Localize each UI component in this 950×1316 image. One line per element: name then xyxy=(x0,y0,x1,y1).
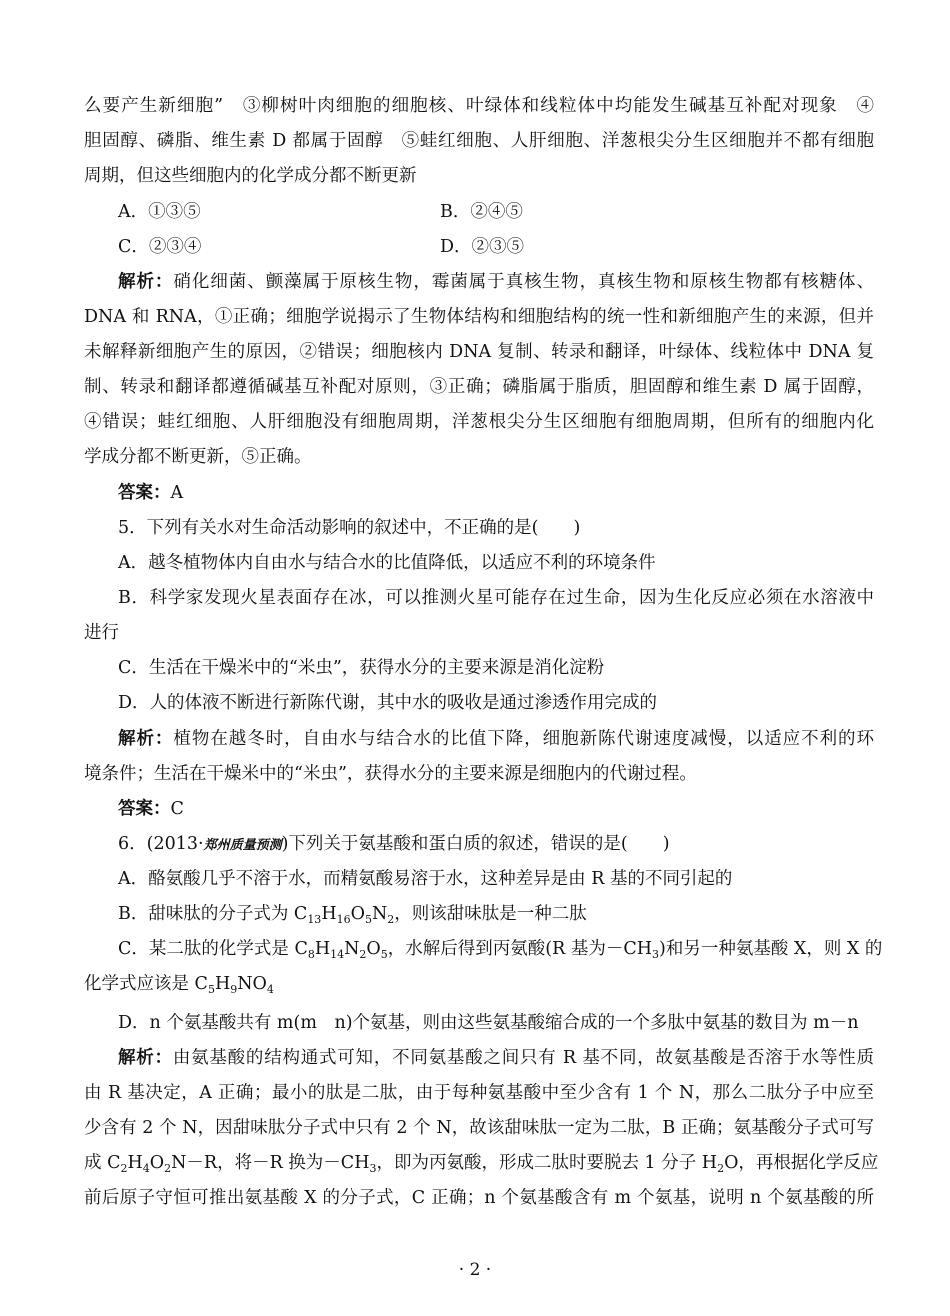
option-d: D．②③⑤ xyxy=(440,237,525,257)
text-line: 成 $C_2H_4O_2N-R$，将－R 换为$-CH_3$，即为丙氨酸，形成二肽时要脱去 1 分子 $H_2O$，再根据化学反应 xyxy=(84,1153,879,1175)
answer-line xyxy=(118,482,908,504)
option-a: A．①③⑤ xyxy=(118,202,201,222)
question-5: 5．下列有关水对生命活动影响的叙述中，不正确的是( ) xyxy=(118,518,581,538)
text-line: 境条件；生活在干燥米中的“米虫”，获得水分的主要来源是细胞内的代谢过程。 xyxy=(84,764,697,784)
text-line: 制、转录和翻译都遵循碱基互补配对原则，③正确；磷脂属于脂质，胆固醇和维生素 D 属于固醇， xyxy=(84,377,874,397)
answer-line xyxy=(118,798,908,820)
option-text: C．某二肽的化学式是 C xyxy=(118,939,308,959)
text-line: DNA 和 RNA，①正确；细胞学说揭示了生物体结构和细胞结构的统一性和新细胞产生的来源，但并 xyxy=(84,307,874,327)
explanation-text: 由氨基酸的结构通式可知，不同氨基酸之间只有 R 基不同，故氨基酸是否溶于水等性质 xyxy=(172,1048,874,1068)
explanation-text: 硝化细菌、颤藻属于原核生物，霉菌属于真核生物，真核生物和原核生物都有核糖体、 xyxy=(173,272,875,292)
text-line: 化学式应该是 $C_5H_9NO_4$ xyxy=(84,974,274,996)
explanation-label: 解析： xyxy=(118,272,174,292)
option-c: C．生活在干燥米中的“米虫”，获得水分的主要来源是消化淀粉 xyxy=(118,658,605,678)
option-b: B．科学家发现火星表面存在冰，可以推测火星可能存在过生命，因为生化反应必须在水溶液中 xyxy=(118,588,874,608)
option-b: B．甜味肽的分子式为 $C_{13}H_{16}O_5N_2$，则该甜味肽是一种二肽 xyxy=(118,904,587,926)
page-number: · 2 · xyxy=(458,1260,492,1280)
text-segment: 成 C xyxy=(84,1153,121,1173)
explanation-text: 植物在越冬时，自由水与结合水的比值下降，细胞新陈代谢速度减慢，以适应不利的环 xyxy=(173,729,875,749)
option-text: 化学式应该是 C xyxy=(84,974,208,994)
option-a: A．酪氨酸几乎不溶于水，而精氨酸易溶于水，这种差异是由 R 基的不同引起的 xyxy=(118,869,733,889)
text-line: 周期，但这些细胞内的化学成分都不断更新 xyxy=(84,166,417,186)
answer-value: A xyxy=(170,483,184,503)
option-a: A．越冬植物体内自由水与结合水的比值降低，以适应不利的环境条件 xyxy=(118,553,656,573)
option-c: C．②③④ xyxy=(118,237,202,257)
text-line: 胆固醇、磷脂、维生素 D 都属于固醇 ⑤蛙红细胞、人肝细胞、洋葱根尖分生区细胞并不都有细胞 xyxy=(84,131,874,151)
option-b: B．②④⑤ xyxy=(440,202,523,222)
answer-label: 答案： xyxy=(118,799,171,819)
explanation-label: 解析： xyxy=(118,729,174,749)
text-segment: ，即为丙氨酸，形成二肽时要脱去 1 分子 H xyxy=(376,1153,718,1173)
question-text: )下列关于氨基酸和蛋白质的叙述，错误的是( ) xyxy=(281,834,670,854)
text-line: 前后原子守恒可推出氨基酸 X 的分子式，C 正确；n 个氨基酸含有 m 个氨基，说明 n 个氨基酸的所 xyxy=(84,1188,874,1208)
option-text: B．甜味肽的分子式为 C xyxy=(118,904,308,924)
text-line: 进行 xyxy=(84,623,119,643)
option-d: D．n 个氨基酸共有 m(m n)个氨基，则由这些氨基酸缩合成的一个多肽中氨基的数目为 m－n xyxy=(118,1013,859,1033)
option-text: ，水解后得到丙氨酸(R 基为－CH xyxy=(387,939,652,959)
option-c: C．某二肽的化学式是 $C_8H_{14}N_2O_5$，水解后得到丙氨酸(R 基为$-CH_3$)和另一种氨基酸 X，则 X 的 xyxy=(118,939,883,961)
option-text: ，则该甜味肽是一种二肽 xyxy=(394,904,587,924)
text-line: 由 R 基决定，A 正确；最小的肽是二肽，由于每种氨基酸中至少含有 1 个 N，那么二肽分子中应至 xyxy=(84,1083,874,1103)
explanation-line xyxy=(118,271,874,293)
explanation-line xyxy=(118,1047,874,1069)
question-6 xyxy=(118,833,908,857)
option-d: D．人的体液不断进行新陈代谢，其中水的吸收是通过渗透作用完成的 xyxy=(118,693,658,713)
question-number: 6．(2013· xyxy=(118,834,204,854)
text-line: ④错误；蛙红细胞、人肝细胞没有细胞周期，洋葱根尖分生区细胞有细胞周期，但所有的细胞内化 xyxy=(84,412,874,432)
answer-value: C xyxy=(170,799,184,819)
answer-label: 答案： xyxy=(118,483,171,503)
explanation-label: 解析： xyxy=(118,1048,173,1068)
option-text: )和另一种氨基酸 X，则 X 的 xyxy=(659,939,883,959)
text-line: 未解释新细胞产生的原因，②错误；细胞核内 DNA 复制、转录和翻译，叶绿体、线粒体中 DNA 复 xyxy=(84,342,874,362)
text-line: 少含有 2 个 N，因甜味肽分子式中只有 2 个 N，故该甜味肽一定为二肽，B 正确；氨基酸分子式可写 xyxy=(84,1118,874,1138)
text-segment: N－R，将－R 换为－CH xyxy=(171,1153,370,1173)
source-note: 郑州质量预测 xyxy=(203,838,282,853)
explanation-line xyxy=(118,728,874,750)
text-line: 学成分都不断更新，⑤正确。 xyxy=(84,447,312,467)
text-segment: O，再根据化学反应 xyxy=(724,1153,879,1173)
text-line: 么要产生新细胞” ③柳树叶肉细胞的细胞核、叶绿体和线粒体中均能发生碱基互补配对现象 ④ xyxy=(84,96,874,116)
